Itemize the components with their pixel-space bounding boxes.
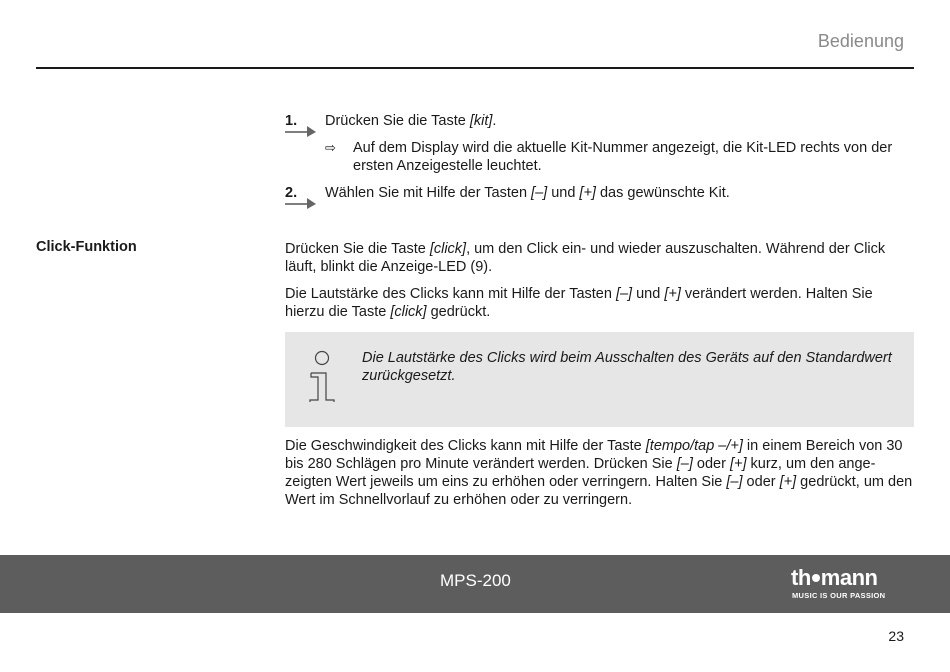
logo-tagline: MUSIC IS OUR PASSION (792, 591, 886, 600)
step-1 (285, 112, 885, 132)
paragraph-click-volume: Die Lautstärke des Clicks kann mit Hilfe der Tasten [–] und [+] verändert werden. Halten Sie hierzu die Taste [click] gedrückt. (285, 286, 873, 320)
logo-wordmark: th mann (791, 565, 878, 590)
step-arrow-icon (285, 197, 317, 209)
header-rule (36, 67, 914, 69)
step-number: 2. (285, 185, 298, 201)
result-arrow-icon: ⇨ (325, 140, 336, 155)
note-text: Die Lautstärke des Clicks wird beim Ausschalten des Geräts auf den Standardwert zurückgesetzt. (362, 350, 892, 384)
step-number: 1. (285, 113, 298, 129)
paragraph-click-tempo: Die Geschwindigkeit des Clicks kann mit Hilfe der Taste [tempo/tap –/+] in einem Bereich von 30 bis 280 Schlägen pro Minute verändert werden. Drücken Sie [–] oder [+] kurz, um den angezeigten Wert jeweils um eins zu erhöhen oder verringern. Halten Sie [–] oder [+] gedrückt, um den Wert im Schnellvorlauf zu erhöhen oder zu verringern. (285, 438, 913, 508)
section-title: Bedienung (817, 31, 904, 51)
page-number: 23 (888, 628, 904, 644)
info-icon (307, 350, 337, 406)
step-arrow-icon (285, 125, 317, 137)
thomann-logo (791, 567, 907, 601)
step-text: Drücken Sie die Taste [kit]. (325, 113, 497, 129)
paragraph-click-toggle: Drücken Sie die Taste [click], um den Click ein- und wieder auszuschalten. Während der Click läuft, blinkt die Anzeige-LED (9). (285, 241, 886, 275)
model-name: MPS-200 (440, 571, 511, 590)
footer-bar (0, 555, 950, 613)
step-text: Wählen Sie mit Hilfe der Tasten [–] und [+] das gewünschte Kit. (325, 185, 730, 201)
side-heading: Click-Funktion (36, 239, 137, 255)
result-text: Auf dem Display wird die aktuelle Kit-Nummer angezeigt, die Kit-LED rechts von der ersten Anzeigestelle leuchtet. (353, 140, 893, 174)
note-box (285, 332, 914, 427)
step-2 (285, 184, 885, 204)
